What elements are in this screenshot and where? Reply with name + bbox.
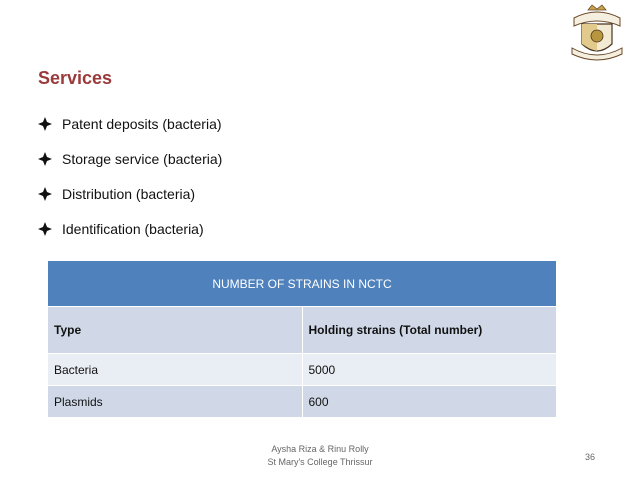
strains-table [47,260,557,418]
column-header-type: Type [48,307,303,354]
footer-credits [230,443,410,469]
table-row [48,354,557,386]
page-number: 36 [585,452,596,462]
footer-authors: Aysha Riza & Rinu Rolly [271,444,369,454]
table-row [48,386,557,418]
list-item [38,106,438,141]
table-cell: Plasmids [48,386,303,418]
table-cell: 600 [302,386,557,418]
table-cell: Bacteria [48,354,303,386]
slide-title: Services [38,68,113,88]
table-cell: 5000 [302,354,557,386]
diamond-bullet-icon [38,222,56,236]
services-list [38,106,438,246]
footer-college: St Mary's College Thrissur [267,457,373,467]
list-item [38,176,438,211]
bullet-text: Distribution (bacteria) [62,185,196,202]
diamond-bullet-icon [38,117,56,131]
bullet-text: Storage service (bacteria) [62,150,223,167]
table-title: NUMBER OF STRAINS IN NCTC [48,261,557,307]
list-item [38,141,438,176]
diamond-bullet-icon [38,187,56,201]
diamond-bullet-icon [38,152,56,166]
bullet-text: Patent deposits (bacteria) [62,115,222,132]
table-header-row [48,307,557,354]
list-item [38,211,438,246]
table-title-row [48,261,557,307]
college-crest-logo [566,4,628,64]
bullet-text: Identification (bacteria) [62,220,204,237]
column-header-holding: Holding strains (Total number) [302,307,557,354]
